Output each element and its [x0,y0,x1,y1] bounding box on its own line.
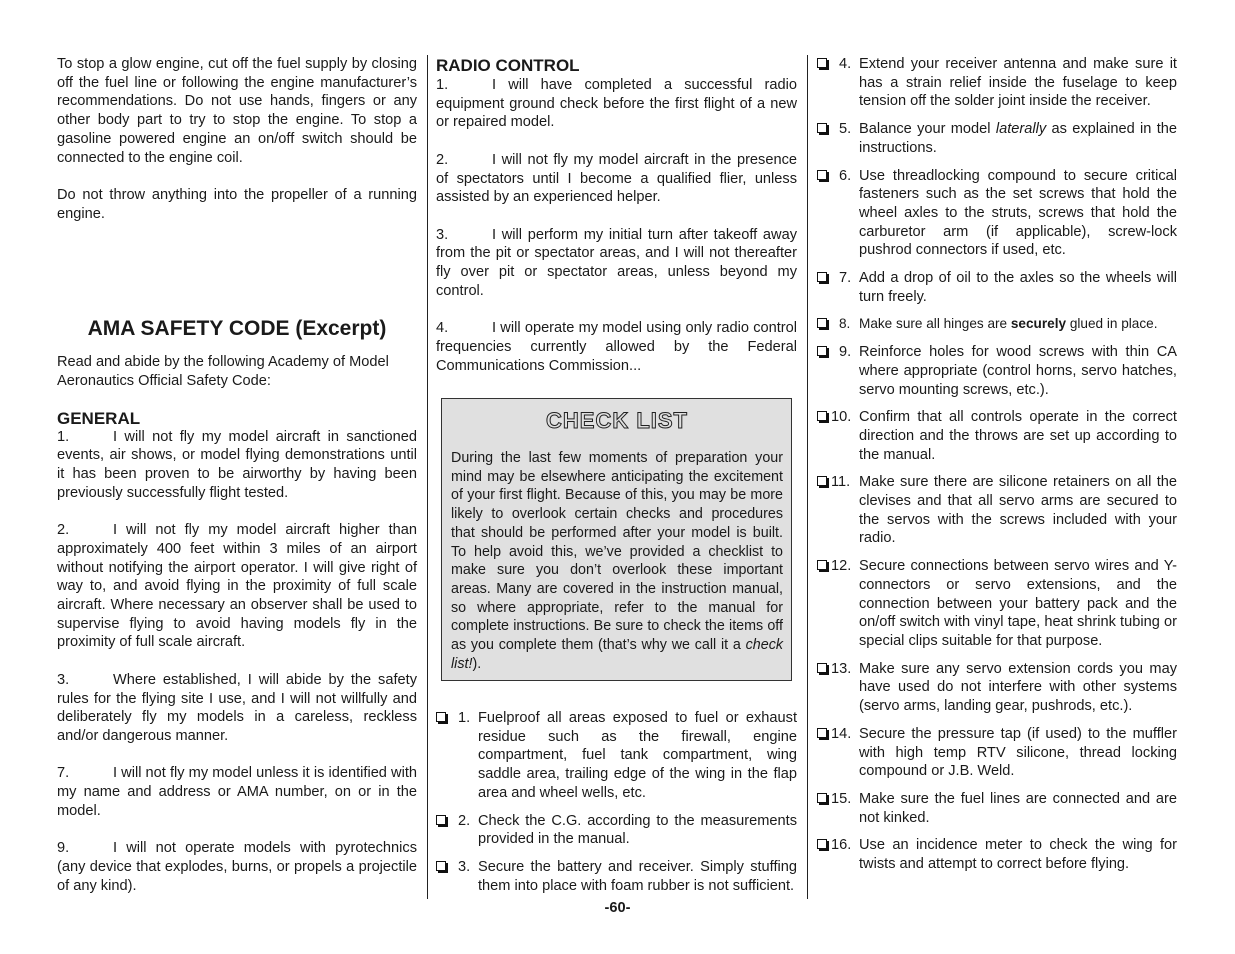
column-middle [436,55,797,375]
checklist-item: 3. Secure the battery and receiver. Simply stuffing them into place with foam rubber is not sufficient. [436,858,797,895]
checkbox-icon[interactable] [436,712,446,722]
general-item: 3. Where established, I will abide by the safety rules for the flying site I use, and I will not willfully and deliberately fly my models in a careless, reckless and/or dangerous manner. [57,671,417,744]
checkbox-icon[interactable] [817,58,827,68]
checklist-item: 7. Add a drop of oil to the axles so the wheels will turn freely. [817,269,1177,306]
column-divider [427,55,428,899]
checklist-item: 10. Confirm that all controls operate in the correct direction and the throws are set up according to the manual. [817,408,1177,464]
column-divider [807,55,808,899]
general-heading: GENERAL [57,408,141,428]
checklist-item: 15. Make sure the fuel lines are connected and are not kinked. [817,790,1177,827]
checklist-item: 6. Use threadlocking compound to secure critical fasteners such as the set screws that hold the wheel axles to the struts, screws that hold the carburetor arm (if applicable), screw-lock pushrod connectors if used, etc. [817,167,1177,261]
checklist-item: 12. Secure connections between servo wires and Y-connectors or servo extensions, and the connection between your battery pack and the on/off switch with vinyl tape, heat shrink tubing or special clips suitable for that purpose. [817,557,1177,651]
checklist-item: 5. Balance your model laterally as explained in the instructions. [817,120,1177,157]
radio-item: 2. I will not fly my model aircraft in the presence of spectators until I become a qualified flier, unless assisted by an experienced helper. [436,151,797,206]
radio-item: 4. I will operate my model using only radio control frequencies currently allowed by the Federal Communications Commission... [436,320,797,374]
column-right [817,55,1177,874]
general-item: 7. I will not fly my model unless it is identified with my name and address or AMA number, on or in the model. [57,765,417,819]
checklist-item: 16. Use an incidence meter to check the wing for twists and attempt to correct before flying. [817,836,1177,873]
checkbox-icon[interactable] [817,476,827,486]
checkbox-icon[interactable] [817,839,827,849]
checklist-intro: During the last few moments of preparation your mind may be elsewhere anticipating the excitement of your first flight. Because of this, you may be more likely to overlook certain checks and procedures that should be performed after your model is built. To help avoid this, we’ve provided a checklist to make sure you don’t overlook these important areas. Many are covered in the instruction manual, so where appropriate, refer to the manual for complete instructions. Be sure to check the items off as you complete them (that’s why we call it a check list!). [451,450,783,672]
checkbox-icon[interactable] [817,346,827,356]
general-item: 2. I will not fly my model aircraft higher than approximately 400 feet within 3 miles of an airport without notifying the airport operator. I will give right of way to, and avoid flying in the proximity of full scale aircraft. Where necessary an observer shall be used to supervise flying to avoid having models fly in the proximity of full scale aircraft. [57,522,417,651]
checklist-item: 14. Secure the pressure tap (if used) to the muffler with high temp RTV silicone, thread locking compound or J.B. Weld. [817,725,1177,781]
checkbox-icon[interactable] [436,815,446,825]
checkbox-icon[interactable] [817,663,827,673]
ama-heading: AMA SAFETY CODE (Excerpt) [87,317,387,341]
column-left [57,55,417,895]
checkbox-icon[interactable] [817,560,827,570]
propeller-warning-paragraph: Do not throw anything into the propeller of a running engine. [57,186,417,222]
checklist-title: CHECK LIST [546,408,688,433]
checkbox-icon[interactable] [817,411,827,421]
checkbox-icon[interactable] [817,318,827,328]
checklist-item: 2. Check the C.G. according to the measurements provided in the manual. [436,812,797,849]
checkbox-icon[interactable] [817,123,827,133]
radio-item: 3. I will perform my initial turn after takeoff away from the pit or spectator areas, and I will not thereafter fly over pit or spectator areas, unless beyond my control. [436,226,797,299]
checklist-item: 1. Fuelproof all areas exposed to fuel or exhaust residue such as the firewall, engine compartment, fuel tank compartment, wing saddle area, trailing edge of the wing in the flap area and wheel wells, etc. [436,709,797,803]
checklist-item: 13. Make sure any servo extension cords you may have used do not interfere with other systems (servo arms, landing gear, pushrods, etc.). [817,660,1177,716]
checklist-item: 4. Extend your receiver antenna and make sure it has a strain relief inside the fuselage to keep tension off the solder joint inside the receiver. [817,55,1177,111]
checkbox-icon[interactable] [817,728,827,738]
general-item: 1. I will not fly my model aircraft in sanctioned events, air shows, or model flying demonstrations until it has been proven to be airworthy by having been previously successfully flight tested. [57,428,417,501]
radio-item: 1. I will have completed a successful radio equipment ground check before the first flight of a new or repaired model. [436,77,797,131]
checklist-box [441,398,792,681]
general-item: 9. I will not operate models with pyrotechnics (any device that explodes, burns, or propels a projectile of any kind). [57,840,417,894]
checkbox-icon[interactable] [817,272,827,282]
checklist-items-middle [436,709,797,895]
checkbox-icon[interactable] [436,861,446,871]
checklist-item: 11. Make sure there are silicone retainers on all the clevises and that all servo arms are secured to the servos with the screws included with your radio. [817,473,1177,548]
checkbox-icon[interactable] [817,793,827,803]
page-number: -60- [604,900,631,916]
ama-intro: Read and abide by the following Academy of Model Aeronautics Official Safety Code: [57,354,389,390]
checkbox-icon[interactable] [817,170,827,180]
radio-control-heading: RADIO CONTROL [436,56,580,75]
checklist-item: 8. Make sure all hinges are securely glued in place. [817,315,1177,334]
checklist-item: 9. Reinforce holes for wood screws with thin CA where appropriate (control horns, servo hatches, servo mounting screws, etc.). [817,343,1177,399]
engine-stop-paragraph: To stop a glow engine, cut off the fuel supply by closing off the fuel line or following the engine manufacturer’s recommendations. Do not use hands, fingers or any other body part to try to stop the engine. To stop a gasoline powered engine an on/off switch should be connected to the engine coil. [57,56,417,166]
